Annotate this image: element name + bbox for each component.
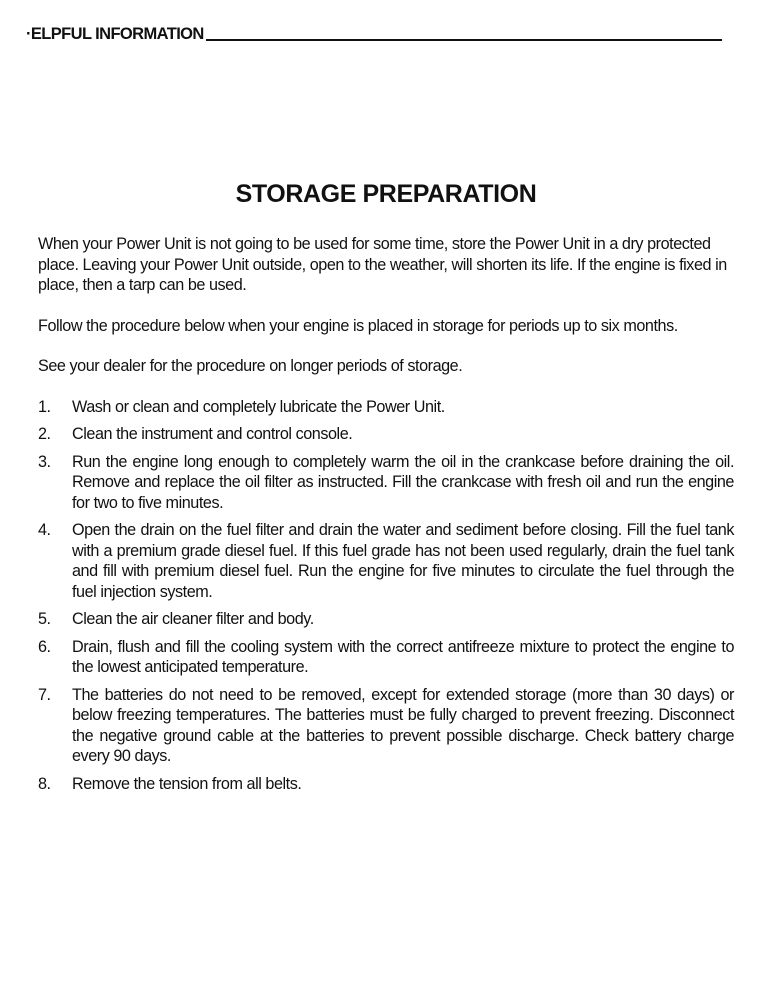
step-text: Open the drain on the fuel filter and drain the water and sediment before closing. Fill the fuel tank with a premium grade diesel fuel. If this fuel grade has not been used regularly, drain the fuel tank and fill with premium diesel fuel. Run the engine for five minutes to circulate the fuel through the fuel injection system. [72, 521, 734, 601]
page-title: STORAGE PREPARATION [235, 180, 537, 208]
list-item [38, 397, 734, 418]
section-label: ·ELPFUL INFORMATION [26, 25, 204, 43]
list-item [38, 774, 734, 795]
step-number: 2. [38, 425, 51, 443]
page-header [26, 24, 722, 44]
header-rule [206, 39, 722, 41]
step-text: Wash or clean and completely lubricate the Power Unit. [72, 397, 445, 416]
step-text: The batteries do not need to be removed, except for extended storage (more than 30 days) or below freezing temperatures. The batteries must be fully charged to prevent freezing. Disconnect the negative ground cable at the batteries to prevent possible discharge. Check battery charge every 90 days. [72, 685, 734, 765]
step-text: Clean the instrument and control console. [72, 425, 353, 443]
step-text: Clean the air cleaner filter and body. [72, 610, 314, 628]
list-item [38, 520, 734, 602]
step-number: 4. [38, 521, 51, 539]
list-item [38, 452, 734, 514]
step-number: 3. [38, 452, 51, 471]
storage-steps-list [38, 397, 734, 795]
list-item [38, 609, 734, 630]
step-number: 5. [38, 610, 51, 628]
list-item [38, 637, 734, 678]
step-number: 7. [38, 685, 51, 704]
step-text: Run the engine long enough to completely warm the oil in the crankcase before draining the oil. Remove and replace the oil filter as instructed. Fill the crankcase with fresh oil and run the engine for two to five minutes. [72, 452, 734, 512]
document-body [38, 234, 734, 801]
intro-paragraph-procedure: Follow the procedure below when your engine is placed in storage for periods up to six months. [38, 316, 678, 335]
step-text: Drain, flush and fill the cooling system with the correct antifreeze mixture to protect the engine to the lowest anticipated temperature. [72, 637, 734, 676]
step-number: 6. [38, 637, 51, 656]
intro-paragraph-storage: When your Power Unit is not going to be used for some time, store the Power Unit in a dry protected place. Leaving your Power Unit outside, open to the weather, will shorten its life. If the engine is fixed in place, then a tarp can be used. [38, 235, 727, 294]
intro-paragraph-dealer: See your dealer for the procedure on longer periods of storage. [38, 357, 463, 375]
step-number: 1. [38, 397, 51, 416]
step-number: 8. [38, 774, 51, 793]
list-item [38, 424, 734, 445]
step-text: Remove the tension from all belts. [72, 774, 302, 793]
list-item [38, 685, 734, 767]
